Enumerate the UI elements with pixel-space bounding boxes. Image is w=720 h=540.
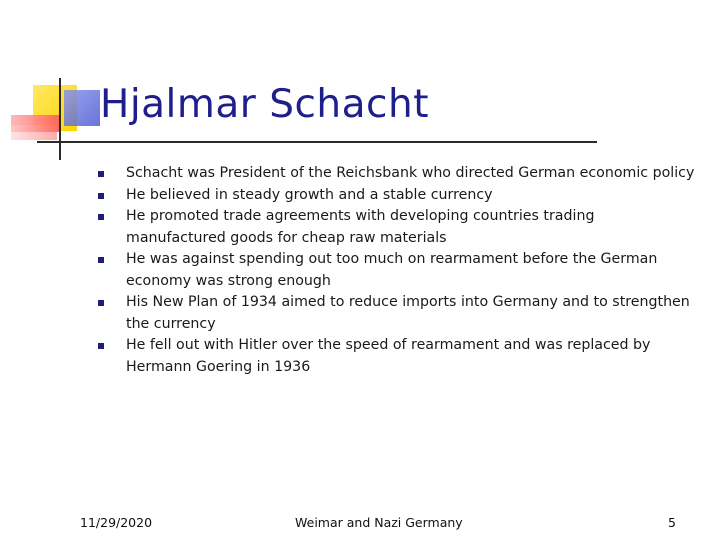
footer-date: 11/29/2020 (80, 515, 153, 530)
slide-title: Hjalmar Schacht (100, 82, 429, 127)
square-bullet-icon (98, 171, 104, 177)
bullet-text: He fell out with Hitler over the speed of rearmament and was replaced by Hermann Goering in 1936 (126, 337, 651, 375)
bullet-item (98, 249, 698, 292)
square-bullet-icon (98, 257, 104, 263)
bullet-item (98, 292, 698, 335)
bullet-item (98, 185, 698, 207)
bullet-text: His New Plan of 1934 aimed to reduce imports into Germany and to strengthen the currency (126, 294, 690, 332)
bullet-list (98, 163, 698, 378)
square-bullet-icon (98, 300, 104, 306)
footer-page-number: 5 (668, 515, 676, 530)
deco-red-bar-2 (11, 125, 57, 140)
bullet-text: He believed in steady growth and a stable currency (126, 186, 493, 203)
square-bullet-icon (98, 193, 104, 199)
deco-vertical-line (59, 78, 61, 160)
bullet-text: Schacht was President of the Reichsbank who directed German economic policy (126, 165, 695, 181)
square-bullet-icon (98, 343, 104, 349)
bullet-item (98, 163, 698, 185)
deco-blue-square (64, 90, 100, 126)
bullet-item (98, 206, 698, 249)
bullet-item (98, 335, 698, 378)
square-bullet-icon (98, 214, 104, 220)
deco-horizontal-line (37, 141, 597, 143)
bullet-text: He promoted trade agreements with developing countries trading manufactured goods for cheap raw materials (126, 208, 595, 246)
footer-title: Weimar and Nazi Germany (295, 515, 463, 530)
bullet-text: He was against spending out too much on rearmament before the German economy was strong enough (126, 251, 658, 289)
